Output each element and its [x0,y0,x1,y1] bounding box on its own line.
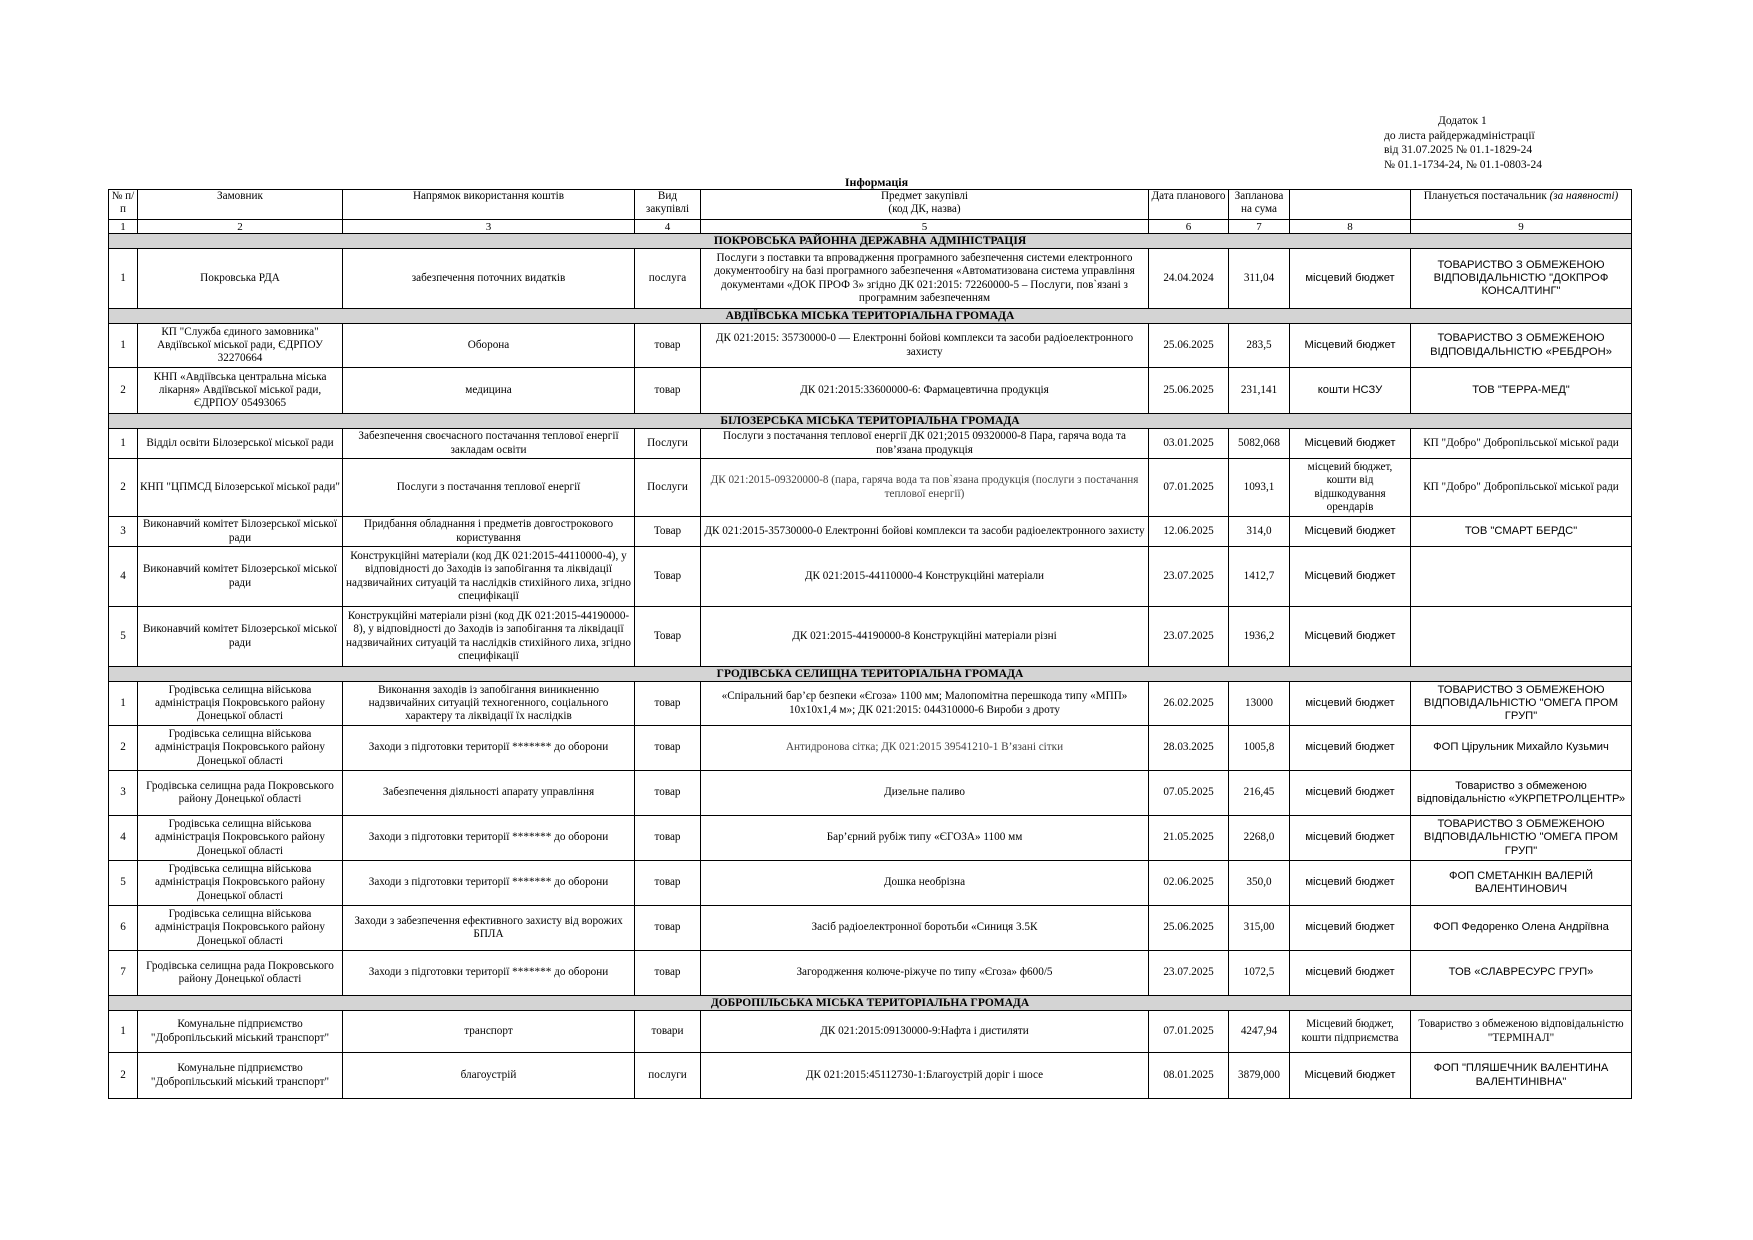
table-row [109,429,1632,459]
row-type: товар [635,324,701,368]
row-customer: Гродівська селищна військова адміністрація Покровського району Донецької області [138,726,343,771]
row-number: 2 [109,368,138,414]
row-source: Місцевий бюджет [1290,517,1411,547]
row-sum: 315,00 [1229,906,1290,951]
column-number-row [109,220,1632,234]
row-date: 25.06.2025 [1149,906,1229,951]
row-supplier: ТОВ "ТЕРРА-МЕД" [1411,368,1632,414]
header-subject [701,190,1149,220]
table-row [109,1053,1632,1099]
row-date: 25.06.2025 [1149,324,1229,368]
row-customer: Виконавчий комітет Білозерської міської ради [138,547,343,607]
row-supplier [1411,547,1632,607]
row-customer: Гродівська селищна рада Покровського району Донецької області [138,771,343,816]
table-row [109,324,1632,368]
row-sum: 283,5 [1229,324,1290,368]
row-type: товар [635,726,701,771]
row-type: послуга [635,249,701,309]
row-number: 1 [109,429,138,459]
row-number: 2 [109,726,138,771]
section-title: БІЛОЗЕРСЬКА МІСЬКА ТЕРИТОРІАЛЬНА ГРОМАДА [109,414,1632,429]
row-customer: Гродівська селищна військова адміністрація Покровського району Донецької області [138,682,343,726]
row-source: Місцевий бюджет [1290,1053,1411,1099]
row-supplier: ФОП Цірульник Михайло Кузьмич [1411,726,1632,771]
row-sum: 216,45 [1229,771,1290,816]
row-date: 02.06.2025 [1149,861,1229,906]
row-number: 1 [109,249,138,309]
row-direction: Забезпечення своєчасного постачання теплової енергії закладам освіти [343,429,635,459]
column-number: 9 [1411,220,1632,234]
table-row [109,547,1632,607]
row-direction: медицина [343,368,635,414]
row-type: Товар [635,607,701,667]
row-type: товар [635,951,701,996]
procurement-table [108,189,1632,1099]
row-number: 2 [109,459,138,517]
row-type: товар [635,906,701,951]
row-type: товари [635,1011,701,1053]
document-title: Інформація [844,175,909,189]
row-source: місцевий бюджет [1290,249,1411,309]
row-direction: забезпечення поточних видатків [343,249,635,309]
row-number: 3 [109,771,138,816]
table-row [109,771,1632,816]
table-row [109,906,1632,951]
row-supplier: ФОП Федоренко Олена Андріївна [1411,906,1632,951]
row-source: місцевий бюджет [1290,726,1411,771]
row-supplier: КП "Добро" Добропільської міської ради [1411,459,1632,517]
row-date: 12.06.2025 [1149,517,1229,547]
row-subject: ДК 021:2015-44190000-8 Конструкційні матеріали різні [701,607,1149,667]
row-date: 08.01.2025 [1149,1053,1229,1099]
annex-line: до листа райдержадміністрації [1384,129,1535,142]
row-source: Місцевий бюджет, кошти підприємства [1290,1011,1411,1053]
row-date: 23.07.2025 [1149,951,1229,996]
row-date: 07.01.2025 [1149,1011,1229,1053]
row-source: місцевий бюджет, кошти від відшкодування орендарів [1290,459,1411,517]
row-direction: Оборона [343,324,635,368]
row-type: Товар [635,517,701,547]
table-row [109,1011,1632,1053]
row-number: 5 [109,607,138,667]
table-row [109,816,1632,861]
column-number: 7 [1229,220,1290,234]
row-source: Місцевий бюджет [1290,324,1411,368]
row-customer: КНП "ЦПМСД Білозерської міської ради" [138,459,343,517]
table-row [109,951,1632,996]
row-direction: Забезпечення діяльності апарату управління [343,771,635,816]
row-direction: Заходи з підготовки території ******* до оборони [343,726,635,771]
row-number: 1 [109,1011,138,1053]
row-subject: ДК 021:2015-44110000-4 Конструкційні матеріали [701,547,1149,607]
table-row [109,517,1632,547]
row-customer: Гродівська селищна військова адміністрація Покровського району Донецької області [138,906,343,951]
row-date: 23.07.2025 [1149,547,1229,607]
row-direction: Конструкційні матеріали (код ДК 021:2015-44110000-4), у відповідності до Заходів із запобігання та ліквідації надзвичайних ситуацій та наслідків стихійного лиха, згідно специфікації [343,547,635,607]
row-type: товар [635,682,701,726]
row-subject: ДК 021:2015-09320000-8 (пара, гаряча вода та пов`язана продукція (послуги з постачання теплової енергії) [701,459,1149,517]
table-row [109,726,1632,771]
row-supplier: ТОВ "СМАРТ БЕРДС" [1411,517,1632,547]
header-sum: Запланова на сума [1229,190,1290,220]
column-number: 6 [1149,220,1229,234]
row-subject: Бар’єрний рубіж типу «ЄГОЗА» 1100 мм [701,816,1149,861]
row-date: 07.01.2025 [1149,459,1229,517]
header-date: Дата планового [1149,190,1229,220]
row-number: 7 [109,951,138,996]
row-sum: 1005,8 [1229,726,1290,771]
row-sum: 1072,5 [1229,951,1290,996]
table-row [109,459,1632,517]
header-source [1290,190,1411,220]
row-date: 24.04.2024 [1149,249,1229,309]
row-supplier: ТОВАРИСТВО З ОБМЕЖЕНОЮ ВІДПОВІДАЛЬНІСТЮ "ОМЕГА ПРОМ ГРУП" [1411,682,1632,726]
header-supplier [1411,190,1632,220]
row-direction: Заходи з підготовки території ******* до оборони [343,816,635,861]
row-sum: 4247,94 [1229,1011,1290,1053]
table-row [109,682,1632,726]
row-sum: 5082,068 [1229,429,1290,459]
header-direction: Напрямок використання коштів [343,190,635,220]
row-sum: 13000 [1229,682,1290,726]
row-date: 03.01.2025 [1149,429,1229,459]
row-sum: 2268,0 [1229,816,1290,861]
row-supplier: ТОВАРИСТВО З ОБМЕЖЕНОЮ ВІДПОВІДАЛЬНІСТЮ "ДОКПРОФ КОНСАЛТИНГ" [1411,249,1632,309]
row-customer: Виконавчий комітет Білозерської міської ради [138,517,343,547]
table-row [109,861,1632,906]
row-direction: транспорт [343,1011,635,1053]
table-row [109,249,1632,309]
row-subject: ДК 021:2015:09130000-9:Нафта і дистиляти [701,1011,1149,1053]
row-customer: Гродівська селищна військова адміністрація Покровського району Донецької області [138,816,343,861]
annex-line: від 31.07.2025 № 01.1-1829-24 [1384,144,1533,156]
table-row [109,607,1632,667]
row-source: місцевий бюджет [1290,951,1411,996]
row-customer: Покровська РДА [138,249,343,309]
section-title: ГРОДІВСЬКА СЕЛИЩНА ТЕРИТОРІАЛЬНА ГРОМАДА [109,667,1632,682]
row-date: 23.07.2025 [1149,607,1229,667]
section-title: АВДІЇВСЬКА МІСЬКА ТЕРИТОРІАЛЬНА ГРОМАДА [109,309,1632,324]
row-customer: Гродівська селищна рада Покровського району Донецької області [138,951,343,996]
row-source: кошти НСЗУ [1290,368,1411,414]
row-customer: Комунальне підприємство "Добропільський міський транспорт" [138,1011,343,1053]
row-supplier: ФОП СМЕТАНКІН ВАЛЕРІЙ ВАЛЕНТИНОВИЧ [1411,861,1632,906]
row-subject: «Спіральний бар’єр безпеки «Єгоза» 1100 мм; Малопомітна перешкода типу «МПП» 10х10х1,4 м»; ДК 021:2015: 044310000-6 Вироби з дроту [701,682,1149,726]
column-number: 8 [1290,220,1411,234]
row-customer: Гродівська селищна військова адміністрація Покровського району Донецької області [138,861,343,906]
row-supplier [1411,607,1632,667]
row-direction: Послуги з постачання теплової енергії [343,459,635,517]
row-subject: Дизельне паливо [701,771,1149,816]
row-date: 26.02.2025 [1149,682,1229,726]
row-type: Послуги [635,459,701,517]
row-number: 1 [109,324,138,368]
header-supplier-note: (за наявності) [1549,190,1619,202]
header-type: Вид закупівлі [635,190,701,220]
header-supplier-title: Планується постачальник [1423,190,1550,202]
row-source: місцевий бюджет [1290,906,1411,951]
row-direction: Заходи з підготовки території ******* до оборони [343,951,635,996]
row-direction: Придбання обладнання і предметів довгострокового користування [343,517,635,547]
row-sum: 1412,7 [1229,547,1290,607]
row-supplier: Товариство з обмеженою відповідальністю «УКРПЕТРОЛЦЕНТР» [1411,771,1632,816]
row-source: місцевий бюджет [1290,682,1411,726]
section-row [109,667,1632,682]
row-subject: ДК 021:2015:45112730-1:Благоустрій доріг і шосе [701,1053,1149,1099]
row-supplier: ТОВАРИСТВО З ОБМЕЖЕНОЮ ВІДПОВІДАЛЬНІСТЮ «РЕБДРОН» [1411,324,1632,368]
row-sum: 231,141 [1229,368,1290,414]
column-number: 2 [138,220,343,234]
row-direction: Заходи з підготовки території ******* до оборони [343,861,635,906]
row-type: товар [635,368,701,414]
row-subject: Послуги з постачання теплової енергії ДК 021;2015 09320000-8 Пара, гаряча вода та пов’язана продукція [701,429,1149,459]
row-number: 3 [109,517,138,547]
row-date: 25.06.2025 [1149,368,1229,414]
section-title: ПОКРОВСЬКА РАЙОННА ДЕРЖАВНА АДМІНІСТРАЦІЯ [109,234,1632,249]
row-type: послуги [635,1053,701,1099]
row-supplier: Товариство з обмеженою відповідальністю "ТЕРМІНАЛ" [1411,1011,1632,1053]
column-number: 1 [109,220,138,234]
header-subject-title: Предмет закупівлі [880,190,969,202]
row-direction: Конструкційні матеріали різні (код ДК 021:2015-44190000-8), у відповідності до Заходів із запобігання та ліквідації надзвичайних ситуацій та наслідків стихійного лиха, згідно специфікації [343,607,635,667]
row-sum: 3879,000 [1229,1053,1290,1099]
row-subject: Антидронова сітка; ДК 021:2015 39541210-1 В’язані сітки [701,726,1149,771]
section-title: ДОБРОПІЛЬСЬКА МІСЬКА ТЕРИТОРІАЛЬНА ГРОМАДА [109,996,1632,1011]
row-sum: 1936,2 [1229,607,1290,667]
row-customer: Виконавчий комітет Білозерської міської ради [138,607,343,667]
row-type: товар [635,861,701,906]
row-sum: 1093,1 [1229,459,1290,517]
annex-block [1384,114,1542,172]
row-number: 4 [109,547,138,607]
row-subject: Засіб радіоелектронної боротьби «Синиця 3.5К [701,906,1149,951]
row-type: Послуги [635,429,701,459]
row-direction: Виконання заходів із запобігання виникненню надзвичайних ситуацій техногенного, соціального характеру та ліквідації їх наслідків [343,682,635,726]
row-subject: Дошка необрізна [701,861,1149,906]
row-source: місцевий бюджет [1290,816,1411,861]
header-subject-sub: (код ДК, назва) [888,203,961,216]
row-customer: Комунальне підприємство "Добропільський міський транспорт" [138,1053,343,1099]
row-type: товар [635,771,701,816]
row-source: місцевий бюджет [1290,861,1411,906]
row-date: 21.05.2025 [1149,816,1229,861]
row-supplier: ФОП "ПЛЯШЕЧНИК ВАЛЕНТИНА ВАЛЕНТИНІВНА" [1411,1053,1632,1099]
column-number: 4 [635,220,701,234]
row-date: 28.03.2025 [1149,726,1229,771]
table-row [109,368,1632,414]
row-source: Місцевий бюджет [1290,547,1411,607]
row-customer: Відділ освіти Білозерської міської ради [138,429,343,459]
row-customer: КП "Служба єдиного замовника" Авдіївської міської ради, ЄДРПОУ 32270664 [138,324,343,368]
annex-line: Додаток 1 [1438,115,1487,127]
section-row [109,234,1632,249]
row-supplier: КП "Добро" Добропільської міської ради [1411,429,1632,459]
header-number: № п/п [109,190,138,220]
row-number: 5 [109,861,138,906]
row-number: 4 [109,816,138,861]
row-supplier: ТОВАРИСТВО З ОБМЕЖЕНОЮ ВІДПОВІДАЛЬНІСТЮ "ОМЕГА ПРОМ ГРУП" [1411,816,1632,861]
row-subject: ДК 021:2015-35730000-0 Електронні бойові комплекси та засоби радіоелектронного захисту [701,517,1149,547]
row-subject: Загородження колюче-ріжуче по типу «Єгоза» ф600/5 [701,951,1149,996]
column-number: 5 [701,220,1149,234]
section-row [109,414,1632,429]
row-customer: КНП «Авдіївська центральна міська лікарня» Авдіївської міської ради, ЄДРПОУ 05493065 [138,368,343,414]
row-sum: 311,04 [1229,249,1290,309]
header-row [109,190,1632,220]
row-subject: ДК 021:2015: 35730000-0 — Електронні бойові комплекси та засоби радіоелектронного захисту [701,324,1149,368]
section-row [109,996,1632,1011]
annex-line: № 01.1-1734-24, № 01.1-0803-24 [1384,158,1543,171]
row-date: 07.05.2025 [1149,771,1229,816]
row-source: місцевий бюджет [1290,771,1411,816]
row-type: товар [635,816,701,861]
row-direction: Заходи з забезпечення ефективного захисту від ворожих БПЛА [343,906,635,951]
row-source: Місцевий бюджет [1290,607,1411,667]
row-direction: благоустрій [343,1053,635,1099]
row-type: Товар [635,547,701,607]
row-sum: 314,0 [1229,517,1290,547]
row-sum: 350,0 [1229,861,1290,906]
row-subject: ДК 021:2015:33600000-6: Фармацевтична продукція [701,368,1149,414]
row-subject: Послуги з поставки та впровадження програмного забезпечення системи електронного документообігу на базі програмного забезпечення «Автоматизована система управління документами «ДОК ПРОФ 3» згідно ДК 021:2015: 72260000-5 – Послуги, пов`язані з програмним забезпеченням [701,249,1149,309]
row-number: 6 [109,906,138,951]
section-row [109,309,1632,324]
header-customer: Замовник [138,190,343,220]
row-supplier: ТОВ «СЛАВРЕСУРС ГРУП» [1411,951,1632,996]
row-source: Місцевий бюджет [1290,429,1411,459]
row-number: 2 [109,1053,138,1099]
row-number: 1 [109,682,138,726]
column-number: 3 [343,220,635,234]
